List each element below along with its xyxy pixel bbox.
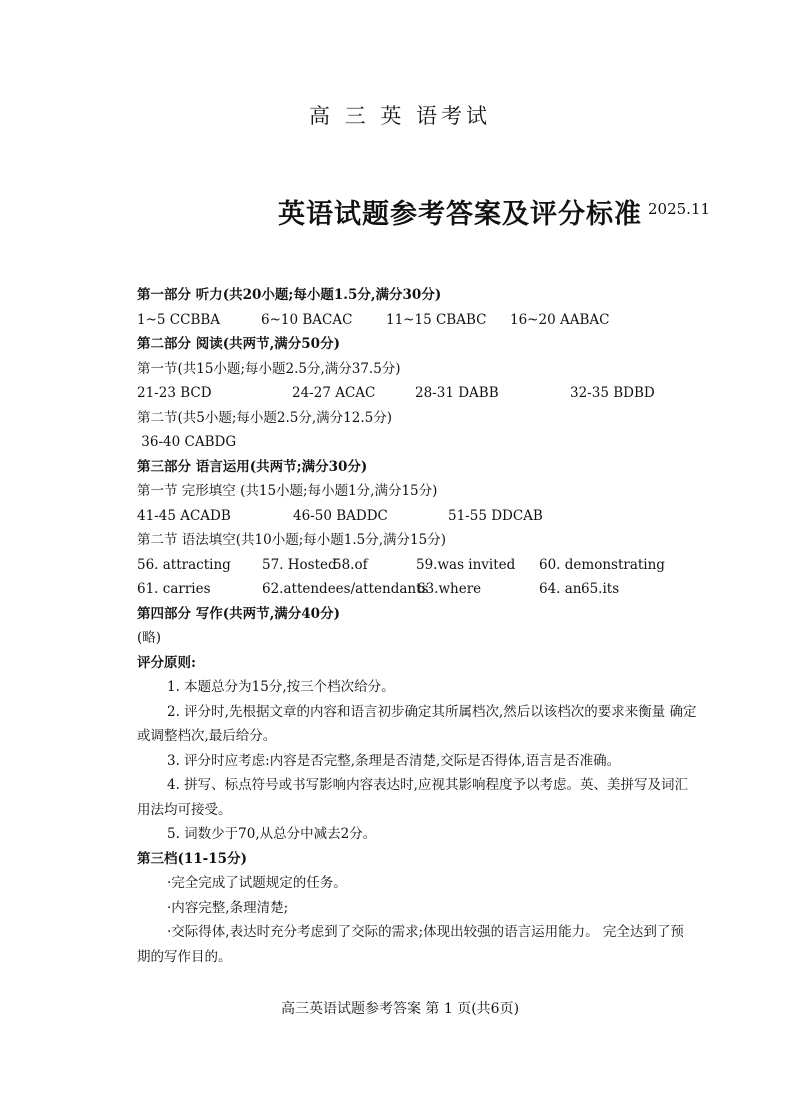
part3-section1-answers [137,504,697,529]
answer-group: 21-23 BCD [137,385,212,401]
part2-section1-heading: 第一节(共15小题;每小题2.5分,满分37.5分) [137,360,401,377]
grammar-answer: 59.was invited [416,556,516,573]
answer-group: 51-55 DDCAB [448,507,543,524]
answer-group: 24-27 ACAC [292,385,376,401]
grammar-answer: 63.where [417,581,482,597]
answer-group: 1~5 CCBBA [137,311,221,328]
part1-heading: 第一部分 听力(共20小题;每小题1.5分,满分30分) [137,287,442,303]
grammar-answer: 62.attendees/attendants [262,581,429,597]
part2-section1-answers [137,381,697,406]
part3-section1-heading: 第一节 完形填空 (共15小题;每小题1分,满分15分) [137,483,438,499]
scoring-principle: 5. 词数少于70,从总分中减去2分。 [167,826,377,842]
scoring-principle: 4. 拼写、标点符号或书写影响内容表达时,应视其影响程度予以考虑。英、美拼写及词汇 用法均可接受。 [137,777,688,818]
scoring-principle: 1. 本题总分为15分,按三个档次给分。 [167,679,395,695]
answer-group: 28-31 DABB [415,385,499,401]
answer-group: 41-45 ACADB [137,507,231,524]
part3-heading: 第三部分 语言运用(共两节;满分30分) [137,458,368,475]
grammar-answer: 56. attracting [137,556,231,573]
grammar-answer: 58.of [333,556,368,573]
grammar-answer: 64. an [539,581,582,597]
tier3-criterion: ·完全完成了试题规定的任务。 [167,875,347,891]
answer-group: 16~20 AABAC [510,311,610,328]
tier3-criterion: ·内容完整,条理清楚; [167,899,289,916]
tier3-criterion: ·交际得体,表达时充分考虑到了交际的需求;体现出较强的语言运用能力。 完全达到了预期的写作目的。 [137,924,684,965]
answer-group: 11~15 CBABC [386,311,487,328]
tier3-heading: 第三档(11-15分) [137,850,247,867]
part1-answers [137,308,697,333]
grammar-answer: 65.its [581,581,620,597]
document-title: 英语试题参考答案及评分标准 [278,199,642,230]
page-footer: 高三英语试题参考答案 第 1 页(共6页) [280,1001,520,1017]
answer-group: 32-35 BDBD [570,385,655,401]
part2-section2-heading: 第二节(共5小题;每小题2.5分,满分12.5分) [137,409,392,426]
answer-content [137,283,697,969]
part4-heading: 第四部分 写作(共两节,满分40分) [137,605,340,622]
grammar-answer: 60. demonstrating [539,556,665,573]
part4-omitted: (略) [137,630,162,646]
part3-section2-row2 [137,577,697,602]
part3-section2-row1 [137,553,697,578]
grammar-answer: 61. carries [137,581,211,597]
scoring-principles-heading: 评分原则: [137,654,196,671]
document-date: 2025.11 [648,200,711,218]
grammar-answer: 57. Hosted [262,556,337,573]
scoring-principle: 3. 评分时应考虑:内容是否完整,条理是否清楚,交际是否得体,语言是否准确。 [167,752,621,769]
part2-section2-answers: 36-40 CABDG [137,434,237,450]
part3-section2-heading: 第二节 语法填空(共10小题;每小题1.5分,满分15分) [137,532,446,548]
answer-group: 6~10 BACAC [261,311,353,328]
scoring-principle: 2. 评分时,先根据文章的内容和语言初步确定其所属档次,然后以该档次的要求来衡量 确定或调整档次,最后给分。 [137,703,697,744]
part2-heading: 第二部分 阅读(共两节,满分50分) [137,336,340,352]
exam-header-title: 高 三 英 语考试 [308,104,492,128]
answer-group: 46-50 BADDC [293,507,388,524]
